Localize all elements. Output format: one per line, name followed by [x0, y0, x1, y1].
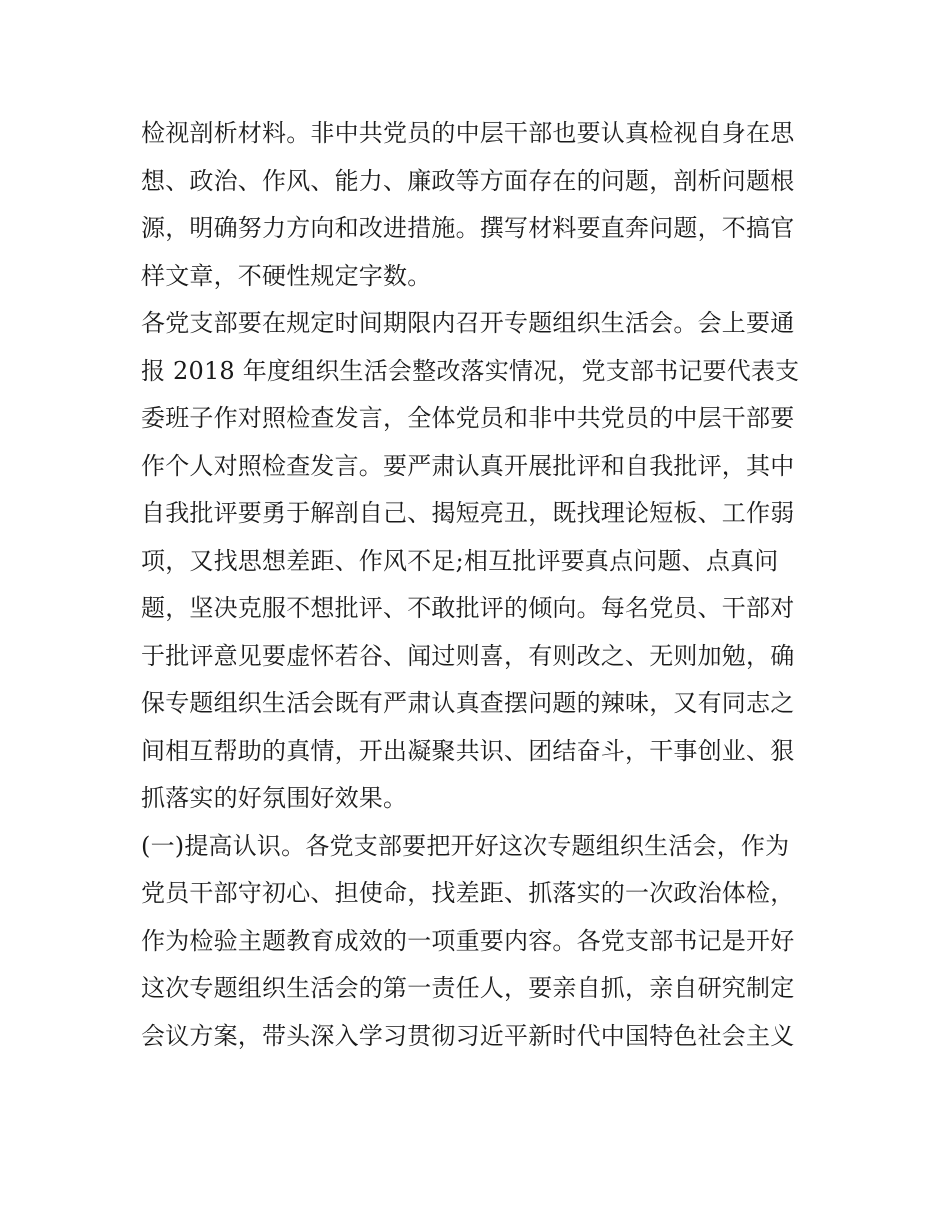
text-line: 会议方案，带头深入学习贯彻习近平新时代中国特色社会主义 — [141, 1021, 795, 1050]
text-line: 检视剖析材料。非中共党员的中层干部也要认真检视自身在思 — [141, 119, 795, 147]
text-line: 保专题组织生活会既有严肃认真查摆问题的辣味，又有同志之 — [141, 689, 795, 717]
text-line: 题，坚决克服不想批评、不敢批评的倾向。每名党员、干部对 — [141, 594, 795, 622]
text-line: 作个人对照检查发言。要严肃认真开展批评和自我批评，其中 — [141, 451, 795, 480]
text-line: 源，明确努力方向和改进措施。撰写材料要直奔问题，不搞官 — [141, 214, 795, 242]
text-line: 自我批评要勇于解剖自己、揭短亮丑，既找理论短板、工作弱 — [141, 499, 795, 527]
text-line: 于批评意见要虚怀若谷、闻过则喜，有则改之、无则加勉，确 — [141, 641, 795, 670]
text-line: 各党支部要在规定时间期限内召开专题组织生活会。会上要通 — [141, 309, 795, 337]
text-line: 这次专题组织生活会的第一责任人，要亲自抓，亲自研究制定 — [141, 974, 795, 1002]
text-line: 抓落实的好氛围好效果。 — [141, 784, 408, 812]
text-line: (一)提高认识。各党支部要把开好这次专题组织生活会，作为 — [141, 831, 790, 860]
body-text — [141, 110, 841, 1060]
text-line: 间相互帮助的真情，开出凝聚共识、团结奋斗，干事创业、狠 — [141, 736, 795, 765]
text-line: 委班子作对照检查发言，全体党员和非中共党员的中层干部要 — [141, 404, 795, 432]
text-line: 党员干部守初心、担使命，找差距、抓落实的一次政治体检， — [141, 879, 795, 907]
text-line: 项，又找思想差距、作风不足;相互批评要真点问题、点真问 — [141, 546, 779, 575]
text-line: 样文章，不硬性规定字数。 — [141, 261, 432, 290]
text-line: 作为检验主题教育成效的一项重要内容。各党支部书记是开好 — [141, 926, 795, 955]
text-line: 报 2018 年度组织生活会整改落实情况，党支部书记要代表支 — [141, 356, 800, 385]
text-line: 想、政治、作风、能力、廉政等方面存在的问题，剖析问题根 — [141, 166, 795, 195]
